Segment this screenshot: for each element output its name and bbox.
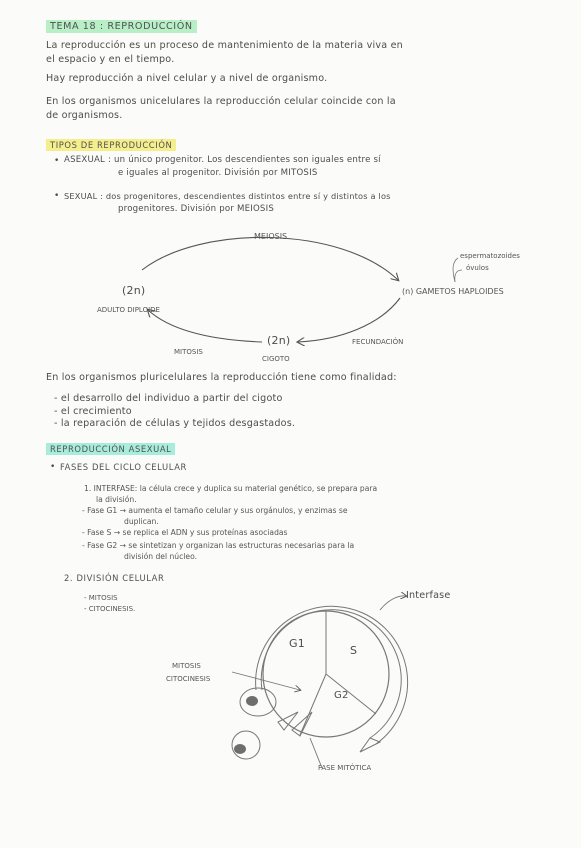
interfase-line-2: la división. [96, 495, 137, 504]
mitosis-label: MITOSIS [174, 348, 203, 356]
finalidad-item-1: - el desarrollo del individuo a partir del cigoto [54, 393, 283, 404]
bullet-icon: • [54, 191, 60, 201]
fecundacion-label: FECUNDACIÓN [352, 338, 404, 346]
division-heading: 2. DIVISIÓN CELULAR [64, 573, 165, 583]
division-item-mitosis: - MITOSIS [84, 594, 118, 602]
bullet-icon: • [50, 462, 56, 472]
cigoto-2n: (2n) [267, 334, 291, 347]
interfase-label: Interfase [406, 590, 451, 601]
g2-line-1: - Fase G2 → se sintetizan y organizan las estructuras necesarias para la [82, 541, 355, 550]
s-line: - Fase S → se replica el ADN y sus proteínas asociadas [82, 528, 288, 537]
bullet-icon: • [54, 156, 60, 166]
sexual-line-1: SEXUAL : dos progenitores, descendientes distintos entre sí y distintos a los [64, 191, 391, 201]
adulto-label: ADULTO DIPLOIDE [97, 306, 160, 314]
intro-line-2: el espacio y en el tiempo. [46, 54, 175, 65]
circle-mitosis-label: MITOSIS [172, 662, 201, 670]
division-item-citocinesis: - CITOCINESIS. [84, 605, 136, 613]
asexual-line-2: e iguales al progenitor. División por MITOSIS [118, 168, 318, 178]
finalidad-item-3: - la reparación de células y tejidos desgastados. [54, 418, 296, 429]
g1-line-2: duplican. [124, 517, 159, 526]
meiosis-label: MEIOSIS [254, 232, 288, 241]
espermatozoides-label: espermatozoides [460, 252, 520, 260]
cigoto-label: CIGOTO [262, 355, 290, 363]
sexual-line-2: progenitores. División por MEIOSIS [118, 204, 274, 214]
s-label: S [350, 644, 358, 657]
pluricelulares-intro: En los organismos pluricelulares la reproducción tiene como finalidad: [46, 372, 397, 383]
fase-mitotica-label: FASE MITÓTICA [318, 764, 372, 772]
intro-line-3: Hay reproducción a nivel celular y a nivel de organismo. [46, 73, 328, 84]
intro-line-4: En los organismos unicelulares la reproducción celular coincide con la [46, 96, 396, 107]
intro-line-1: La reproducción es un proceso de mantenimiento de la materia viva en [46, 40, 403, 51]
finalidad-item-2: - el crecimiento [54, 406, 132, 417]
g2-label: G2 [334, 690, 349, 701]
interfase-line-1: 1. INTERFASE: la célula crece y duplica su material genético, se prepara para [84, 484, 378, 493]
tipos-heading: TIPOS DE REPRODUCCIÓN [46, 133, 176, 152]
asexual-heading: REPRODUCCIÓN ASEXUAL [46, 437, 175, 456]
g2-line-2: división del núcleo. [124, 552, 197, 561]
circle-citocinesis-label: CITOCINESIS [166, 675, 211, 683]
page-title: TEMA 18 : REPRODUCCIÓN [46, 14, 197, 33]
fases-heading: FASES DEL CICLO CELULAR [60, 462, 187, 472]
g1-label: G1 [289, 637, 305, 650]
gametos-label: (n) GAMETOS HAPLOIDES [402, 287, 504, 296]
asexual-line-1: ASEXUAL : un único progenitor. Los descendientes son iguales entre sí [64, 155, 381, 165]
intro-line-5: de organismos. [46, 110, 123, 121]
adulto-2n: (2n) [122, 284, 146, 297]
g1-line-1: - Fase G1 → aumenta el tamaño celular y sus orgánulos, y enzimas se [82, 506, 348, 515]
ovulos-label: óvulos [466, 264, 489, 272]
